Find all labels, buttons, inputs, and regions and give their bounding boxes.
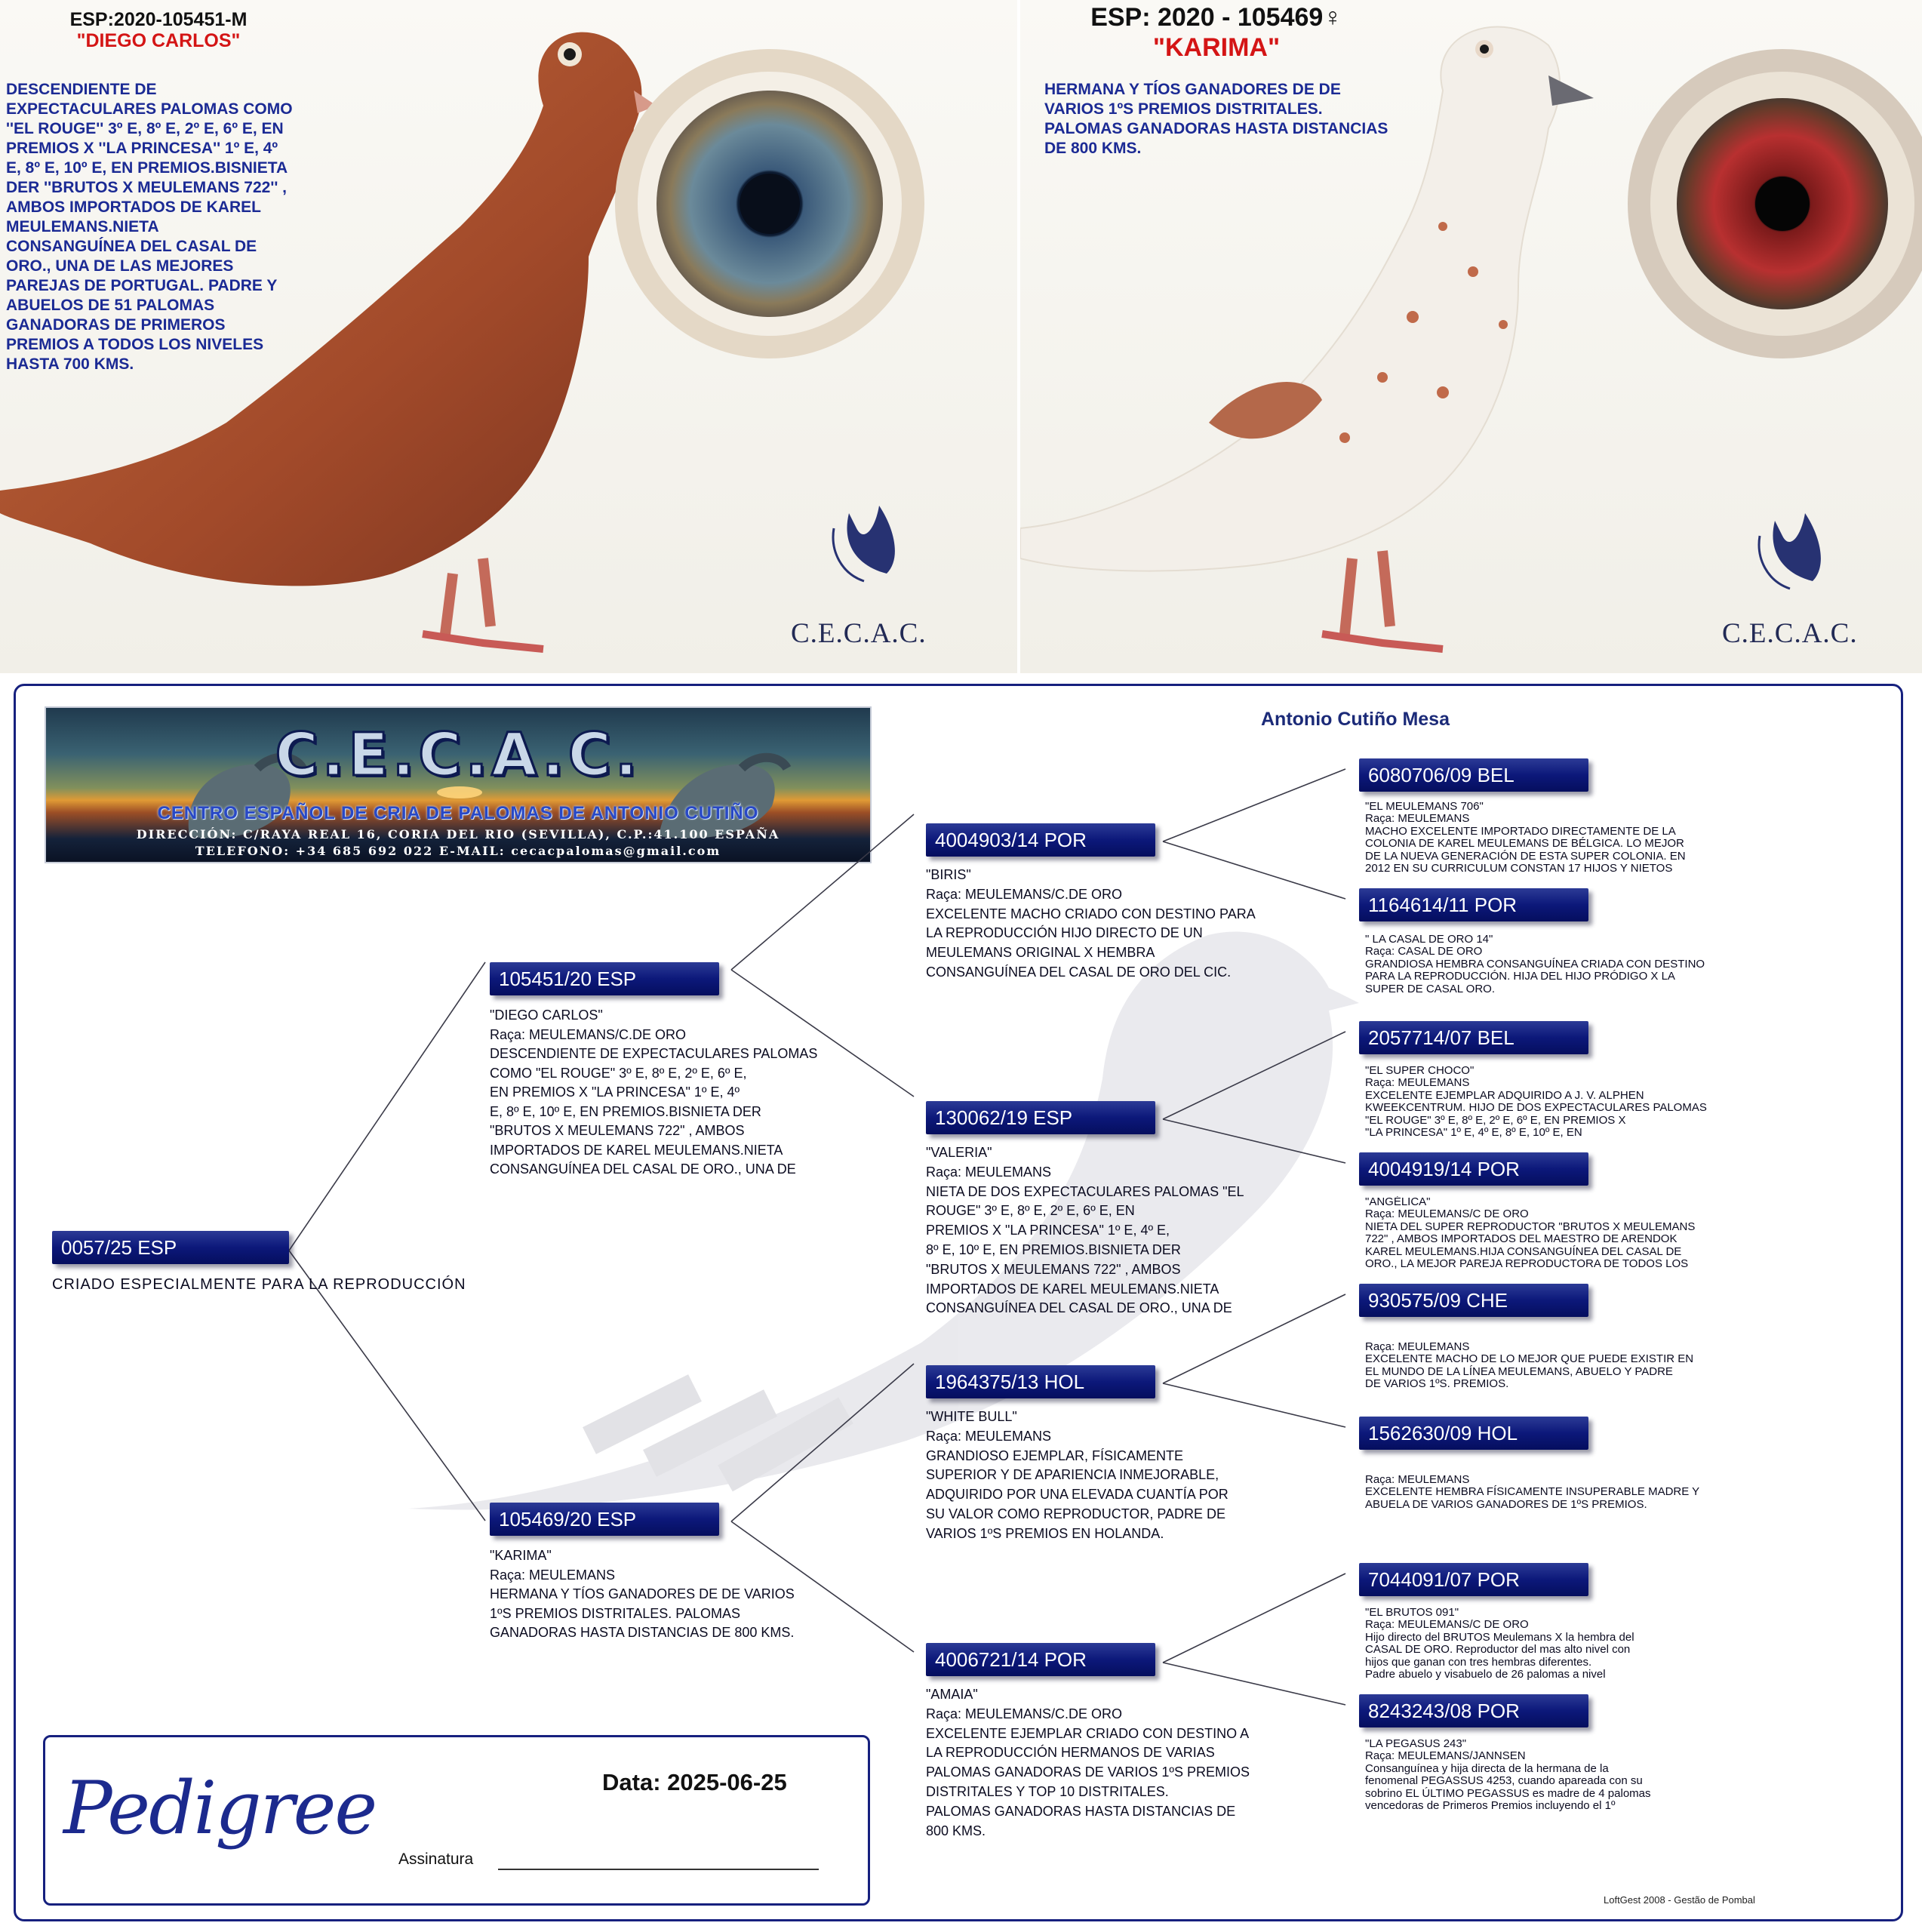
- banner-address: DIRECCIÓN: C/RAYA REAL 16, CORIA DEL RIO (SEVILLA), C.P.:41.100 ESPAÑA: [136, 827, 780, 841]
- cecac-bird-logo-icon-2: [1745, 506, 1835, 596]
- pedigree-ssd-box[interactable]: 1164614/11 POR: [1359, 888, 1588, 921]
- pedigree-dam-box[interactable]: 105469/20 ESP: [490, 1503, 719, 1536]
- sire-photo-description: DESCENDIENTE DE EXPECTACULARES PALOMAS COMO ''EL ROUGE'' 3º E, 8º E, 2º E, 6º E, EN PREMIOS X ''LA PRINCESA'' 1º E, 4º E, 8º E, 10º E, EN PREMIOS.BISNIETA DER ''BRUTOS X MEULEMANS 722'' , AMBOS IMPORTADOS DE KAREL MEULEMANS.NIETA CONSANGUÍNEA DEL CASAL DE ORO., UNA DE LAS MEJORES PAREJAS DE PORTUGAL. PADRE Y ABUELOS DE 51 PALOMAS GANADORAS DE PRIMEROS PREMIOS A TODOS LOS NIVELES HASTA 700 KMS.: [6, 81, 293, 373]
- owner-name: Antonio Cutiño Mesa: [1261, 709, 1450, 730]
- pedigree-dd-box[interactable]: 4006721/14 POR: [926, 1643, 1155, 1676]
- pedigree-dds-box[interactable]: 7044091/07 POR: [1359, 1563, 1588, 1596]
- sire-photo-ring: ESP:2020-105451-M: [69, 9, 248, 30]
- signature-label: Assinatura: [398, 1850, 474, 1868]
- banner-subtitle: CENTRO ESPAÑOL DE CRIA DE PALOMAS DE ANTONIO CUTIÑO: [157, 803, 759, 823]
- cecac-bird-logo-icon: [819, 498, 909, 589]
- photo-panel-dam: [1020, 0, 1922, 673]
- pedigree-ss-box[interactable]: 4004903/14 POR: [926, 823, 1155, 857]
- pedigree-ddd-desc: "LA PEGASUS 243" Raça: MEULEMANS/JANNSEN Consanguínea y hija directa de la hermana de la fenomenal PEGASSUS 4253, cuando apareada con su sobrino EL ÚLTIMO PEGASSUS es madre de 4 palomas vencedoras de Primeros Premios incluyendo el 1º: [1365, 1738, 1651, 1812]
- banner-contact: TELEFONO: +34 685 692 022 E-MAIL: cecacpalomas@gmail.com: [195, 844, 721, 858]
- cecac-logo-text: C.E.C.A.C.: [791, 618, 927, 649]
- pedigree-sheet: [14, 684, 1903, 1921]
- pedigree-sire-box[interactable]: 105451/20 ESP: [490, 962, 719, 995]
- pedigree-root-box[interactable]: 0057/25 ESP: [52, 1231, 289, 1264]
- banner-title: C.E.C.A.C.: [275, 721, 641, 789]
- dam-photo-ring: ESP: 2020 - 105469♀: [1090, 3, 1342, 32]
- signature-line[interactable]: [498, 1869, 819, 1870]
- pedigree-dsd-desc: Raça: MEULEMANS EXCELENTE HEMBRA FÍSICAMENTE INSUPERABLE MADRE Y ABUELA DE VARIOS GANADORES DE 1ºS PREMIOS.: [1365, 1474, 1700, 1511]
- pedigree-dss-desc: Raça: MEULEMANS EXCELENTE MACHO DE LO MEJOR QUE PUEDE EXISTIR EN EL MUNDO DE LA LÍNEA MEULEMANS, ABUELO Y PADRE DE VARIOS 1ºS. PREMIOS.: [1365, 1341, 1694, 1391]
- dam-photo-name: "KARIMA": [1152, 33, 1281, 62]
- pedigree-ddd-box[interactable]: 8243243/08 POR: [1359, 1694, 1588, 1727]
- pedigree-dsd-box[interactable]: 1562630/09 HOL: [1359, 1417, 1588, 1450]
- dam-photo-description: HERMANA Y TÍOS GANADORES DE DE VARIOS 1ºS PREMIOS DISTRITALES. PALOMAS GANADORAS HASTA DISTANCIAS DE 800 KMS.: [1044, 81, 1388, 157]
- signature-panel: [43, 1735, 870, 1906]
- pedigree-sire-desc: "DIEGO CARLOS" Raça: MEULEMANS/C.DE ORO DESCENDIENTE DE EXPECTACULARES PALOMAS COMO "EL ROUGE" 3º E, 8º E, 2º E, 6º E, EN PREMIOS X "LA PRINCESA" 1º E, 4º E, 8º E, 10º E, EN PREMIOS.BISNIETA DER "BRUTOS X MEULEMANS 722" , AMBOS IMPORTADOS DE KAREL MEULEMANS.NIETA CONSANGUÍNEA DEL CASAL DE ORO., UNA DE: [490, 1008, 818, 1177]
- pedigree-dam-desc: "KARIMA" Raça: MEULEMANS HERMANA Y TÍOS GANADORES DE DE VARIOS 1ºS PREMIOS DISTRITALES. PALOMAS GANADORAS HASTA DISTANCIAS DE 800 KMS.: [490, 1548, 795, 1640]
- pedigree-ds-desc: "WHITE BULL" Raça: MEULEMANS GRANDIOSO EJEMPLAR, FÍSICAMENTE SUPERIOR Y DE APARIENCIA INMEJORABLE, ADQUIRIDO POR UNA ELEVADA CUANTÍA POR SU VALOR COMO REPRODUCTOR, PADRE DE VARIOS 1ºS PREMIOS EN HOLANDA.: [926, 1409, 1229, 1541]
- sire-photo-name: "DIEGO CARLOS": [76, 30, 241, 51]
- pedigree-dss-box[interactable]: 930575/09 CHE: [1359, 1284, 1588, 1317]
- pedigree-root-desc: CRIADO ESPECIALMENTE PARA LA REPRODUCCIÓN: [52, 1276, 466, 1293]
- pedigree-ssd-desc: " LA CASAL DE ORO 14" Raça: CASAL DE ORO GRANDIOSA HEMBRA CONSANGUÍNEA CRIADA CON DESTINO PARA LA REPRODUCCIÓN. HIJA DEL HIJO PRÓDIGO X LA SUPER DE CASAL ORO.: [1365, 934, 1705, 995]
- pedigree-ss-desc: "BIRIS" Raça: MEULEMANS/C.DE ORO EXCELENTE MACHO CRIADO CON DESTINO PARA LA REPRODUCCIÓN HIJO DIRECTO DE UN MEULEMANS ORIGINAL X HEMBRA CONSANGUÍNEA DEL CASAL DE ORO DEL CIC.: [926, 867, 1256, 980]
- footer-credit: LoftGest 2008 - Gestão de Pombal: [1604, 1894, 1755, 1906]
- pedigree-sd-desc: "VALERIA" Raça: MEULEMANS NIETA DE DOS EXPECTACULARES PALOMAS "EL ROUGE" 3º E, 8º E, 2º E, 6º E, EN PREMIOS X "LA PRINCESA" 1º E, 4º E, 8º E, 10º E, EN PREMIOS.BISNIETA DER "BRUTOS X MEULEMANS 722" , AMBOS IMPORTADOS DE KAREL MEULEMANS.NIETA CONSANGUÍNEA DEL CASAL DE ORO., UNA DE: [926, 1145, 1244, 1316]
- photo-panel-sire: [0, 0, 1017, 673]
- pedigree-sss-box[interactable]: 6080706/09 BEL: [1359, 758, 1588, 792]
- date-label: Data: 2025-06-25: [602, 1769, 787, 1795]
- pedigree-sds-box[interactable]: 2057714/07 BEL: [1359, 1021, 1588, 1054]
- pedigree-script-title: Pedigree: [63, 1766, 377, 1850]
- pedigree-sd-box[interactable]: 130062/19 ESP: [926, 1101, 1155, 1134]
- pedigree-sds-desc: "EL SUPER CHOCO" Raça: MEULEMANS EXCELENTE EJEMPLAR ADQUIRIDO A J. V. ALPHEN KWEEKCENTRUM. HIJO DE DOS EXPECTACULARES PALOMAS "EL ROUGE" 3º E, 8º E, 2º E, 6º E, EN PREMIOS X "LA PRINCESA" 1º E, 4º E, 8º E, 10º E, EN: [1365, 1065, 1707, 1139]
- pedigree-dds-desc: "EL BRUTOS 091" Raça: MEULEMANS/C DE ORO Hijo directo del BRUTOS Meulemans X la hembra del CASAL DE ORO. Reproductor del mas alto nivel con hijos que ganan con tres hembras diferentes. Padre abuelo y visabuelo de 26 palomas a nivel: [1365, 1607, 1634, 1681]
- pedigree-sdd-box[interactable]: 4004919/14 POR: [1359, 1152, 1588, 1186]
- cecac-logo-text-2: C.E.C.A.C.: [1722, 618, 1858, 649]
- pedigree-sss-desc: "EL MEULEMANS 706" Raça: MEULEMANS MACHO EXCELENTE IMPORTADO DIRECTAMENTE DE LA COLONIA DE KAREL MEULEMANS DE BÉLGICA. LO MEJOR DE LA NUEVA GENERACIÓN DE ESTA SUPER COLONIA. EN 2012 EN SU CURRICULUM CONSTAN 17 HIJOS Y NIETOS: [1365, 801, 1686, 875]
- pedigree-dd-desc: "AMAIA" Raça: MEULEMANS/C.DE ORO EXCELENTE EJEMPLAR CRIADO CON DESTINO A LA REPRODUCCIÓN HERMANOS DE VARIAS PALOMAS GANADORAS DE VARIOS 1ºS PREMIOS DISTRITALES Y TOP 10 DISTRITALES. PALOMAS GANADORAS HASTA DISTANCIAS DE 800 KMS.: [926, 1687, 1250, 1838]
- pedigree-ds-box[interactable]: 1964375/13 HOL: [926, 1365, 1155, 1398]
- pedigree-sdd-desc: "ANGÉLICA" Raça: MEULEMANS/C DE ORO NIETA DEL SUPER REPRODUCTOR "BRUTOS X MEULEMANS 722" , AMBOS IMPORTADOS DEL MAESTRO DE ARENDOK KAREL MEULEMANS.HIJA CONSANGUÍNEA DEL CASAL DE ORO., LA MEJOR PAREJA REPRODUCTORA DE TODOS LOS: [1365, 1196, 1696, 1270]
